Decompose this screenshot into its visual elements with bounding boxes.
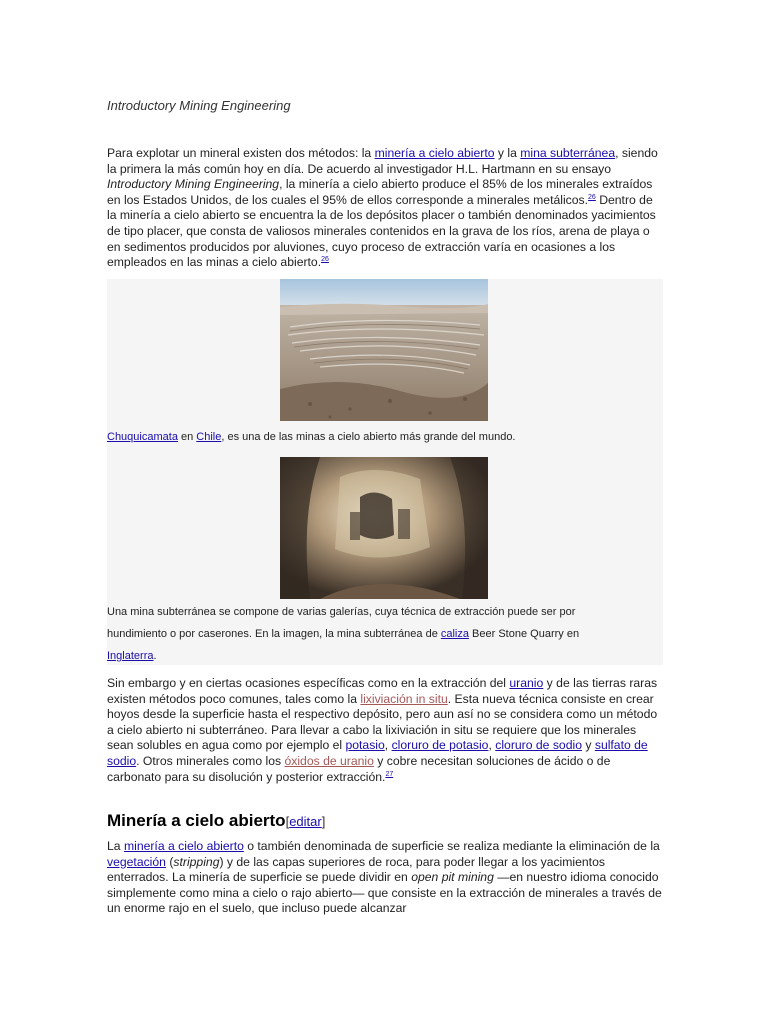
- text-run: de ellos corresponde a minerales metálicos.: [346, 192, 589, 207]
- text-run: de los minerales extraídos en los Estados Unidos, de los cuales el 95: [107, 177, 653, 207]
- text-run: . Otros minerales como los: [136, 753, 285, 768]
- link-vegetacion[interactable]: vegetación: [107, 854, 166, 869]
- page-heading: Introductory Mining Engineering: [107, 98, 291, 113]
- text-run: Sin embargo y en ciertas ocasiones específicas como en la extracción del: [107, 676, 510, 690]
- text-run: Beer Stone Quarry en: [469, 628, 580, 640]
- section-heading: [107, 811, 325, 831]
- link-chile[interactable]: Chile: [196, 431, 222, 443]
- link-sulfato-de-sodio[interactable]: sulfato de sodio: [107, 738, 648, 768]
- link-open-pit-mining[interactable]: minería a cielo abierto: [123, 839, 244, 853]
- text-run: , la minería a cielo abierto produce el 85: [279, 177, 496, 192]
- image-gallery: [107, 279, 663, 665]
- italic-term: stripping: [173, 854, 220, 869]
- text-run: .: [153, 650, 157, 662]
- text-run: ,: [384, 738, 392, 753]
- reference-link[interactable]: 26: [321, 256, 329, 264]
- link-open-pit-mining[interactable]: minería a cielo abierto: [374, 146, 495, 160]
- reference-link[interactable]: 26: [588, 193, 596, 201]
- text-run: ,: [488, 738, 496, 753]
- percent-sign: %: [336, 192, 347, 207]
- text-run: y: [581, 738, 595, 753]
- italic-book-title: Introductory Mining Engineering: [107, 177, 280, 192]
- link-cloruro-de-sodio[interactable]: cloruro de sodio: [495, 738, 582, 753]
- italic-term: open pit mining: [411, 870, 494, 885]
- paragraph-open-pit: [107, 839, 663, 917]
- text-run: Dentro de la minería a cielo abierto se encuentra la de los depósitos placer o también denominados yacimientos de tipo placer, que consta de valiosos minerales contenidos en la grava de los ríos, arena de playa o en sedimentos producidos por aluviones, cuyo proceso de extracción varía en ocasiones a los empleados en las minas a cielo abierto.: [107, 192, 656, 270]
- bracket: ]: [321, 814, 326, 829]
- bracket: [: [285, 814, 290, 829]
- edit-link[interactable]: editar: [289, 814, 322, 829]
- link-uranio[interactable]: uranio: [509, 676, 544, 690]
- text-run: , es una de las minas a cielo abierto más grande del mundo.: [221, 431, 516, 443]
- link-oxidos-de-uranio[interactable]: óxidos de uranio: [284, 753, 374, 768]
- link-chuquicamata[interactable]: Chuquicamata: [107, 431, 178, 443]
- link-lixiviacion-in-situ[interactable]: lixiviación in situ: [360, 691, 448, 706]
- text-run: y cobre necesitan soluciones de ácido o de carbonato para su disolución y posterior extracción.: [107, 753, 611, 784]
- text-run: . Esta nueva técnica consiste en crear hoyos desde la superficie hasta el respectivo depósito, pero aun así no se considera como un método a cielo abierto ni subterráneo. Para llevar a cabo la lixiviación in situ se requiere que los minerales sean solubles en agua como por ejemplo el: [107, 691, 658, 753]
- text-run: La: [107, 839, 124, 853]
- text-run: (: [165, 854, 174, 869]
- paragraph-intro: [107, 146, 663, 271]
- text-run: ) y de las capas superiores de roca, para poder llegar a los yacimientos enterrados. La minería de superficie se puede dividir en: [107, 854, 605, 885]
- percent-sign: %: [495, 177, 507, 192]
- figure-caption-1: [107, 426, 516, 448]
- text-run: , siendo la primera la más común hoy en día. De acuerdo al investigador H.L. Hartmann en su ensayo: [107, 146, 658, 176]
- link-potasio[interactable]: potasio: [345, 738, 385, 753]
- link-inglaterra[interactable]: Inglaterra: [107, 650, 154, 662]
- figure-caption-2: [107, 601, 627, 667]
- link-caliza[interactable]: caliza: [440, 628, 469, 640]
- link-cloruro-de-potasio[interactable]: cloruro de potasio: [391, 738, 489, 753]
- text-run: o también denominada de superficie se realiza mediante la eliminación de la: [243, 839, 660, 853]
- underground-mine-photo: [280, 457, 488, 599]
- open-pit-mine-photo: [280, 279, 488, 421]
- text-run: y la: [494, 146, 521, 160]
- text-run: —en nuestro idioma conocido simplemente como mina a cielo o rajo abierto— que consiste en la extracción de minerales a través de un enorme rajo en el suelo, que incluso puede alcanzar: [107, 870, 662, 916]
- text-run: en: [177, 431, 197, 443]
- text-run: y de las tierras raras existen métodos poco comunes, tales como la: [107, 676, 658, 706]
- edit-section: [286, 814, 326, 829]
- text-run: Una mina subterránea se compone de varias galerías, cuya técnica de extracción puede ser por hundimiento o por caserones. En la imagen, la mina subterránea de: [107, 606, 576, 640]
- reference-link[interactable]: 27: [385, 770, 394, 778]
- section-title: Minería a cielo abierto: [107, 811, 286, 830]
- text-run: Para explotar un mineral existen dos métodos: la: [107, 146, 375, 160]
- link-underground-mine[interactable]: mina subterránea: [520, 146, 616, 160]
- paragraph-in-situ-leaching: [107, 676, 663, 785]
